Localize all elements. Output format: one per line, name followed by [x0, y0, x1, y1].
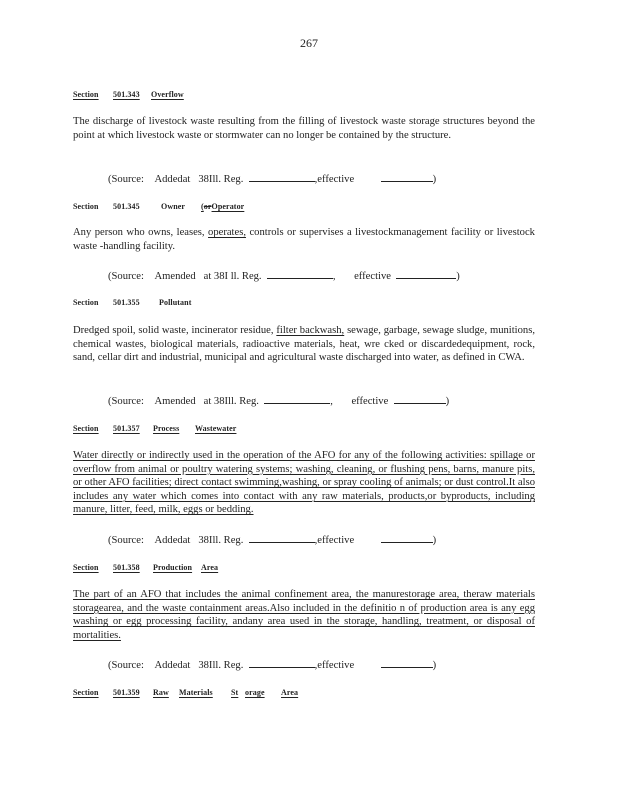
section-label: Section — [73, 424, 99, 433]
section-title: Overflow — [151, 90, 184, 99]
section-title-production: Production — [153, 563, 193, 572]
section-title-wastewater: Wastewater — [195, 424, 237, 433]
section-heading-production-area — [73, 563, 231, 572]
section-number: 501.359 — [113, 688, 140, 697]
section-heading-pollutant — [73, 298, 191, 307]
struck-text: or — [203, 202, 212, 211]
section-body-pollutant: Dredged spoil, solid waste, incinerator residue, filter backwash, sewage, garbage, sewage sludge, munitions, chemical wastes, biological materials, radioactive materials, heat, wre cked or discardedequipment, rock, sand, cellar dirt and industrial, municipal and agricultural waste discharged into water, as defined in CWA. — [73, 325, 535, 364]
section-number: 501.357 — [113, 424, 140, 433]
section-body-process-wastewater: Water directly or indirectly used in the operation of the AFO for any of the following activities: spillage or overflow from animal or poultry watering systems; washing, cleaning, or flushing pens, barns, manure pits, or other AFO facilities; direct contact swimming,washing, or spray cooling of animals; or dust control.It also includes any water which comes into contact with any raw materials, products,or byproducts, including manure, litter, feed, milk, eggs or bedding. — [73, 450, 535, 516]
section-heading-process-wastewater — [73, 424, 265, 433]
section-number: 501.355 — [113, 298, 140, 307]
register-blank — [249, 657, 315, 668]
date-blank — [381, 532, 433, 543]
register-blank — [249, 171, 315, 182]
section-label: Section — [73, 563, 99, 572]
section-number: 501.345 — [113, 202, 140, 211]
section-title-area: Area — [201, 563, 219, 572]
source-note: (Source: Addedat 38Ill. Reg. ,effective ) — [108, 171, 436, 185]
page-number: 267 — [300, 36, 318, 50]
section-title: Pollutant — [159, 298, 192, 307]
section-number: 501.358 — [113, 563, 140, 572]
source-note: (Source: Addedat 38Ill. Reg. ,effective ) — [108, 532, 436, 546]
section-title-operator: Operator — [211, 202, 245, 211]
date-blank — [381, 171, 433, 182]
inserted-text: filter backwash, — [276, 325, 345, 336]
section-heading-overflow — [73, 90, 207, 99]
section-body-overflow: The discharge of livestock waste resulting from the filling of livestock waste storage structures beyond the point at which livestock waste or stormwater can no longer be contained by the structure. — [73, 116, 535, 141]
section-number: 501.343 — [113, 90, 140, 99]
date-blank — [381, 657, 433, 668]
source-note: (Source: Addedat 38Ill. Reg. ,effective ) — [108, 657, 436, 671]
section-body-production-area: The part of an AFO that includes the animal confinement area, the manurestorage area, theraw materials storagearea, and the waste containment areas.Also included in the definitio n of production area is any egg washing or egg processing facility, andany area used in the storage, handling, treatment, or disposal of mortalities. — [73, 589, 535, 641]
section-title-process: Process — [153, 424, 180, 433]
source-note: (Source: Amended at 38Ill. Reg. , effective ) — [108, 393, 449, 407]
section-heading-raw-materials-storage-area — [73, 688, 307, 697]
section-label: Section — [73, 298, 99, 307]
section-label: Section — [73, 202, 99, 211]
register-blank — [264, 393, 330, 404]
inserted-text: operates, — [208, 227, 246, 238]
section-label: Section — [73, 90, 99, 99]
section-body-owner-operator: Any person who owns, leases, operates, controls or supervises a livestockmanagement facility or livestock waste -handling facility. — [73, 227, 535, 252]
section-title-area: Area — [281, 688, 299, 697]
source-note: (Source: Amended at 38I ll. Reg. , effective ) — [108, 268, 460, 282]
section-title-materials: Materials — [179, 688, 213, 697]
section-title-raw: Raw — [153, 688, 169, 697]
section-title-owner: Owner — [161, 202, 186, 211]
register-blank — [249, 532, 315, 543]
section-heading-owner-operator: Section 501.345 Owner (orOperator — [73, 202, 245, 211]
date-blank — [394, 393, 446, 404]
section-title-st: St — [231, 688, 239, 697]
register-blank — [267, 268, 333, 279]
section-label: Section — [73, 688, 99, 697]
section-title-orage: orage — [245, 688, 265, 697]
date-blank — [396, 268, 456, 279]
